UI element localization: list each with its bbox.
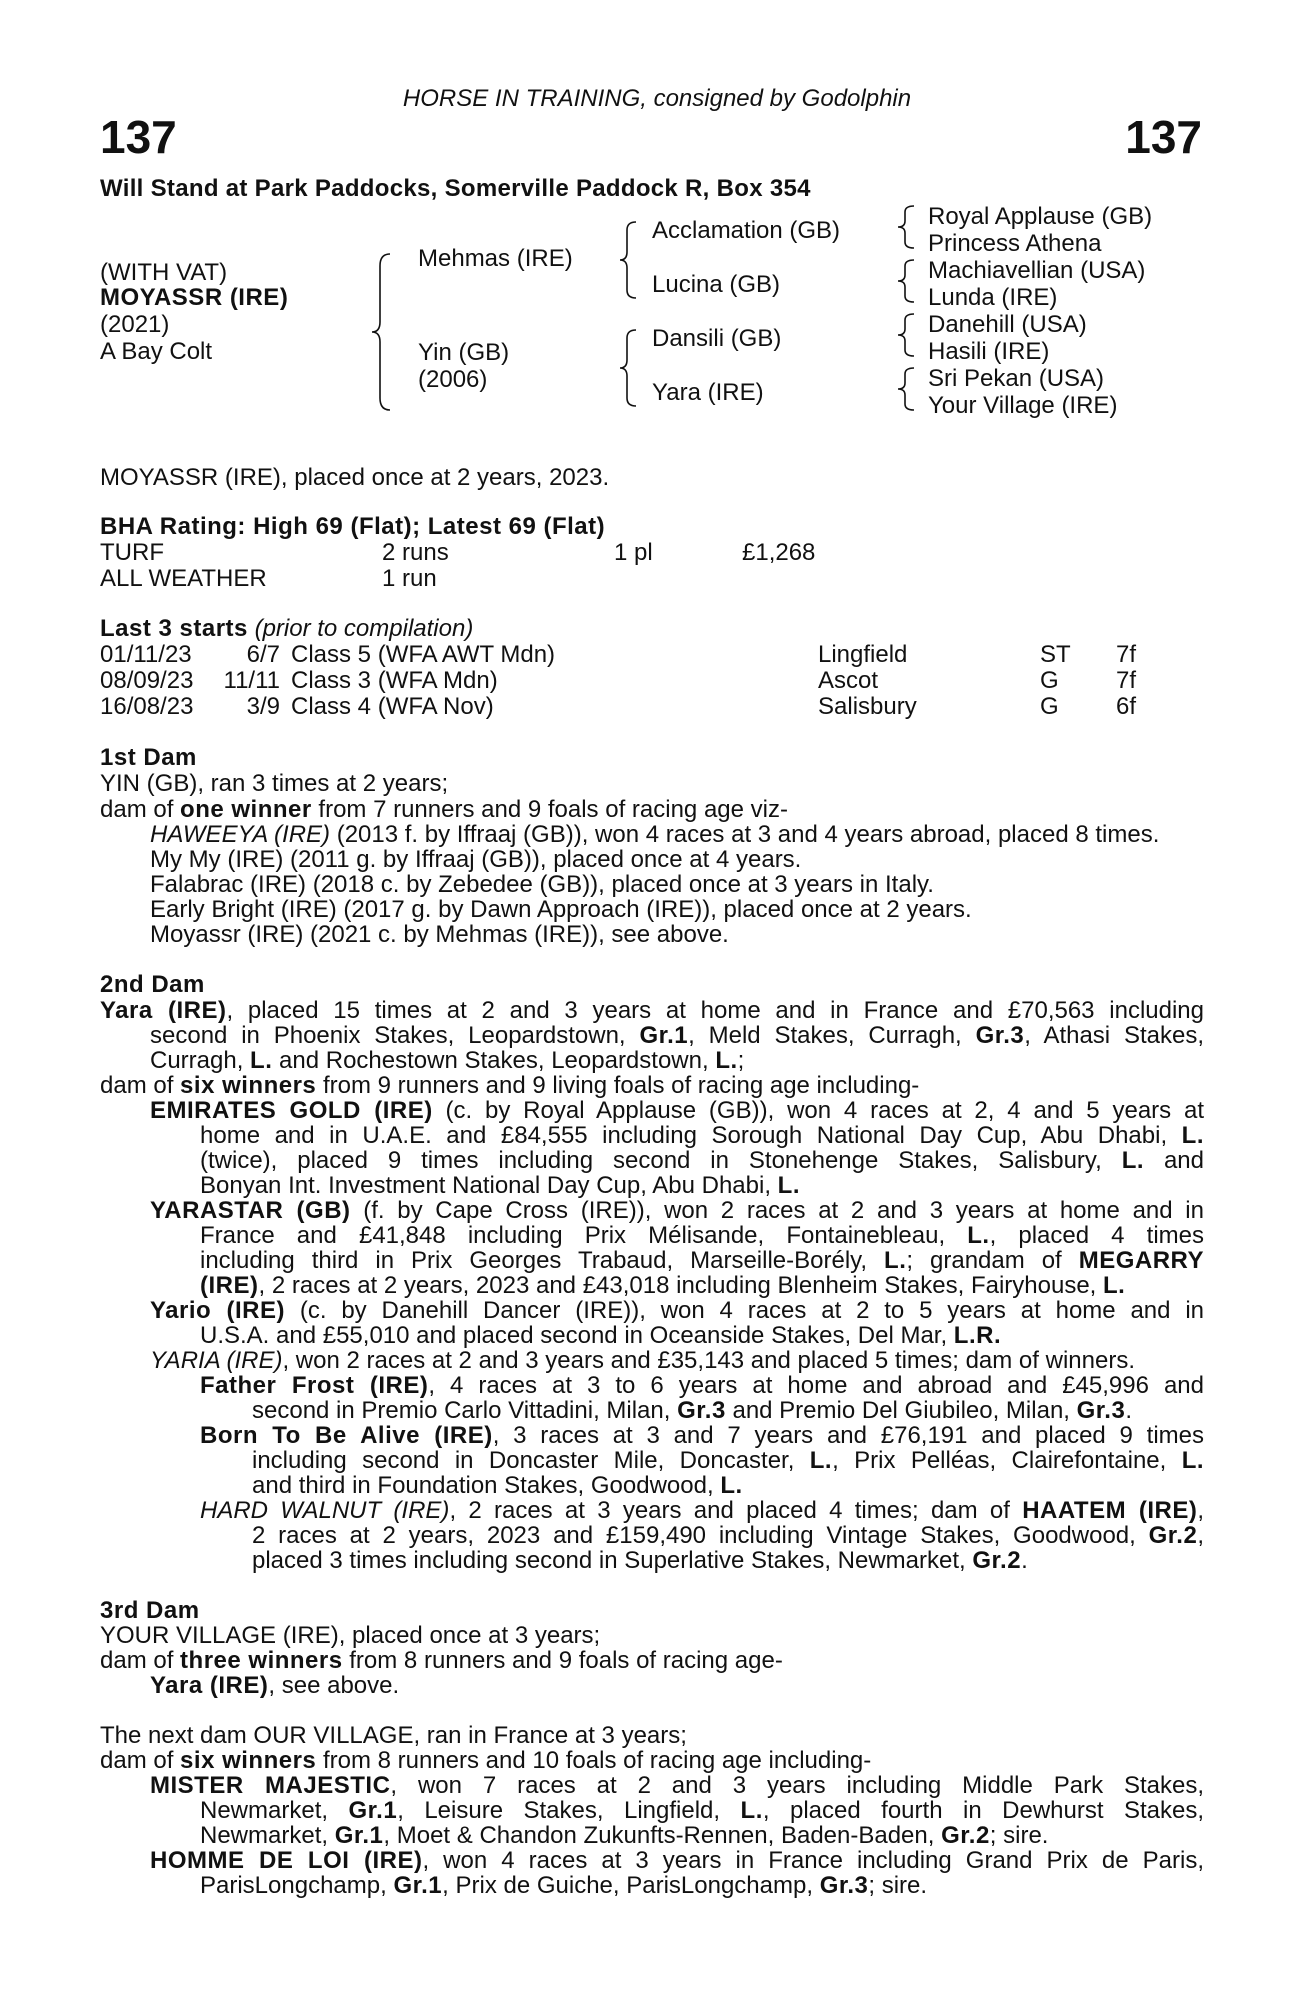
ggsire-2: Machiavellian (USA) [928, 257, 1146, 284]
rating-surface: TURF [100, 539, 164, 566]
dam3-progeny: Yara (IRE), see above. [150, 1672, 400, 1699]
progeny-mister-majestic: MISTER MAJESTIC, won 7 races at 2 and 3 years including Middle Park Stakes, [150, 1772, 1204, 1799]
vat-label: (WITH VAT) [100, 259, 228, 286]
brace-g1 [896, 204, 918, 250]
start-date: 16/08/23 [100, 693, 194, 720]
dam3-line: YOUR VILLAGE (IRE), placed once at 3 years; [100, 1622, 601, 1649]
progeny-detail: placed 3 times including second in Superlative Stakes, Newmarket, Gr.2. [252, 1547, 1028, 1574]
progeny-detail: France and £41,848 including Prix Mélisande, Fontainebleau, L., placed 4 times [200, 1222, 1204, 1249]
progeny-detail: Newmarket, Gr.1, Leisure Stakes, Lingfield, L., placed fourth in Dewhurst Stakes, [200, 1797, 1205, 1824]
start-course: Ascot [818, 667, 879, 694]
rating-title: BHA Rating: High 69 (Flat); Latest 69 (Flat) [100, 513, 606, 540]
race-summary: MOYASSR (IRE), placed once at 2 years, 2023. [100, 464, 610, 491]
dam3-produce-line: dam of three winners from 8 runners and 9 foals of racing age- [100, 1647, 783, 1674]
dam-name: Yin (GB) [418, 339, 510, 366]
ggsire-4: Sri Pekan (USA) [928, 365, 1105, 392]
progeny-detail: including third in Prix Georges Trabaud, Marseille-Borély, L.; grandam of MEGARRY [200, 1247, 1204, 1274]
progeny-detail: Bonyan Int. Investment National Day Cup, Abu Dhabi, L. [200, 1172, 800, 1199]
start-going: G [1040, 667, 1059, 694]
progeny-homme-de-loi: HOMME DE LOI (IRE), won 4 races at 3 years in France including Grand Prix de Paris, [150, 1847, 1204, 1874]
start-going: G [1040, 693, 1059, 720]
next-dam-produce-line: dam of six winners from 8 runners and 10 foals of racing age including- [100, 1747, 872, 1774]
dam2-line: Yara (IRE), placed 15 times at 2 and 3 years at home and in France and £70,563 including [100, 997, 1204, 1024]
lot-number-right: 137 [1125, 111, 1202, 163]
progeny-detail: ParisLongchamp, Gr.1, Prix de Guiche, ParisLongchamp, Gr.3; sire. [200, 1872, 928, 1899]
brace-dam [618, 328, 640, 408]
progeny-detail: including second in Doncaster Mile, Doncaster, L., Prix Pelléas, Clairefontaine, L. [252, 1447, 1205, 1474]
grand-progeny-father-frost: Father Frost (IRE), 4 races at 3 to 6 years at home and abroad and £45,996 and [200, 1372, 1204, 1399]
dam2-line: second in Phoenix Stakes, Leopardstown, Gr.1, Meld Stakes, Curragh, Gr.3, Athasi Stakes, [150, 1022, 1205, 1049]
start-race: Class 5 (WFA AWT Mdn) [291, 641, 556, 668]
header-title: HORSE IN TRAINING, consigned by Godolphin [402, 85, 912, 112]
ggdam-3: Hasili (IRE) [928, 338, 1050, 365]
rating-runs: 2 runs [382, 539, 449, 566]
progeny-detail: and third in Foundation Stakes, Goodwood, L. [252, 1472, 743, 1499]
start-race: Class 3 (WFA Mdn) [291, 667, 498, 694]
progeny-detail: second in Premio Carlo Vittadini, Milan, Gr.3 and Premio Del Giubileo, Milan, Gr.3. [252, 1397, 1132, 1424]
ggdam-1: Princess Athena [928, 230, 1102, 257]
dam-year: (2006) [418, 366, 488, 393]
start-distance: 7f [1116, 667, 1137, 694]
progeny-detail: home and in U.A.E. and £84,555 including Sorough National Day Cup, Abu Dhabi, L. [200, 1122, 1204, 1149]
progeny-detail: 2 races at 2 years, 2023 and £159,490 including Vintage Stakes, Goodwood, Gr.2, [252, 1522, 1204, 1549]
brace-g4 [896, 366, 918, 412]
progeny-detail: U.S.A. and £55,010 and placed second in Oceanside Stakes, Del Mar, L.R. [200, 1322, 1002, 1349]
progeny-yarastar: YARASTAR (GB) (f. by Cape Cross (IRE)), won 2 races at 2 and 3 years at home and in [150, 1197, 1204, 1224]
sire-name: Mehmas (IRE) [418, 245, 573, 272]
rating-runs: 1 run [382, 565, 437, 592]
rating-prize: £1,268 [742, 539, 816, 566]
dam1-progeny: Falabrac (IRE) (2018 c. by Zebedee (GB)), placed once at 3 years in Italy. [150, 871, 934, 898]
dam-sire: Dansili (GB) [652, 325, 782, 352]
horse-year: (2021) [100, 311, 170, 338]
rating-surface: ALL WEATHER [100, 565, 267, 592]
progeny-detail: Newmarket, Gr.1, Moet & Chandon Zukunfts-Rennen, Baden-Baden, Gr.2; sire. [200, 1822, 1049, 1849]
start-course: Salisbury [818, 693, 917, 720]
brace-g2 [896, 258, 918, 304]
starts-title: Last 3 starts [100, 615, 248, 642]
ggsire-1: Royal Applause (GB) [928, 203, 1153, 230]
dam1-progeny: Moyassr (IRE) (2021 c. by Mehmas (IRE)), see above. [150, 921, 729, 948]
progeny-detail: (IRE), 2 races at 2 years, 2023 and £43,018 including Blenheim Stakes, Fairyhouse, L. [200, 1272, 1126, 1299]
dam1-title: 1st Dam [100, 744, 197, 771]
dam1-progeny: My My (IRE) (2011 g. by Iffraaj (GB)), placed once at 4 years. [150, 846, 802, 873]
stable-location: Will Stand at Park Paddocks, Somerville Paddock R, Box 354 [100, 175, 811, 202]
brace-sire [618, 220, 640, 300]
progeny-yario: Yario (IRE) (c. by Danehill Dancer (IRE)), won 4 races at 2 to 5 years at home and in [150, 1297, 1204, 1324]
start-race: Class 4 (WFA Nov) [291, 693, 494, 720]
brace-g3 [896, 312, 918, 358]
starts-note: (prior to compilation) [254, 615, 474, 642]
start-date: 08/09/23 [100, 667, 194, 694]
start-going: ST [1040, 641, 1071, 668]
ggdam-2: Lunda (IRE) [928, 284, 1058, 311]
dam1-progeny: HAWEEYA (IRE) (2013 f. by Iffraaj (GB)), won 4 races at 3 and 4 years abroad, placed 8 times. [150, 821, 1160, 848]
start-position: 11/11 [223, 667, 280, 694]
dam2-produce-line: dam of six winners from 9 runners and 9 living foals of racing age including- [100, 1072, 920, 1099]
starts-heading [100, 616, 1204, 642]
start-position: 6/7 [246, 641, 280, 668]
dam2-title: 2nd Dam [100, 971, 205, 998]
sire-dam: Lucina (GB) [652, 271, 781, 298]
dam-dam: Yara (IRE) [652, 379, 764, 406]
dam1-line: YIN (GB), ran 3 times at 2 years; [100, 770, 449, 797]
ggdam-4: Your Village (IRE) [928, 392, 1118, 419]
brace-main [370, 252, 394, 412]
horse-description: A Bay Colt [100, 338, 213, 365]
start-distance: 7f [1116, 641, 1137, 668]
ggsire-3: Danehill (USA) [928, 311, 1087, 338]
sire-sire: Acclamation (GB) [652, 217, 841, 244]
dam3-title: 3rd Dam [100, 1597, 200, 1624]
start-course: Lingfield [818, 641, 908, 668]
dam2-line: Curragh, L. and Rochestown Stakes, Leopardstown, L.; [150, 1047, 745, 1074]
dam1-produce-line: dam of one winner from 7 runners and 9 foals of racing age viz- [100, 796, 788, 823]
lot-number-left: 137 [100, 111, 177, 163]
grand-progeny-born-to-be-alive: Born To Be Alive (IRE), 3 races at 3 and 7 years and £76,191 and placed 9 times [200, 1422, 1204, 1449]
start-position: 3/9 [246, 693, 280, 720]
dam1-progeny: Early Bright (IRE) (2017 g. by Dawn Approach (IRE)), placed once at 2 years. [150, 896, 972, 923]
progeny-detail: (twice), placed 9 times including second in Stonehenge Stakes, Salisbury, L. and [200, 1147, 1204, 1174]
grand-progeny-hard-walnut: HARD WALNUT (IRE), 2 races at 3 years and placed 4 times; dam of HAATEM (IRE), [200, 1497, 1205, 1524]
progeny-yaria: YARIA (IRE), won 2 races at 2 and 3 years and £35,143 and placed 5 times; dam of winners. [150, 1347, 1135, 1374]
horse-name: MOYASSR (IRE) [100, 284, 289, 311]
next-dam-line: The next dam OUR VILLAGE, ran in France at 3 years; [100, 1722, 687, 1749]
progeny-emirates-gold: EMIRATES GOLD (IRE) (c. by Royal Applause (GB)), won 4 races at 2, 4 and 5 years at [150, 1097, 1205, 1124]
rating-placed: 1 pl [614, 539, 653, 566]
start-distance: 6f [1116, 693, 1137, 720]
start-date: 01/11/23 [100, 641, 192, 668]
